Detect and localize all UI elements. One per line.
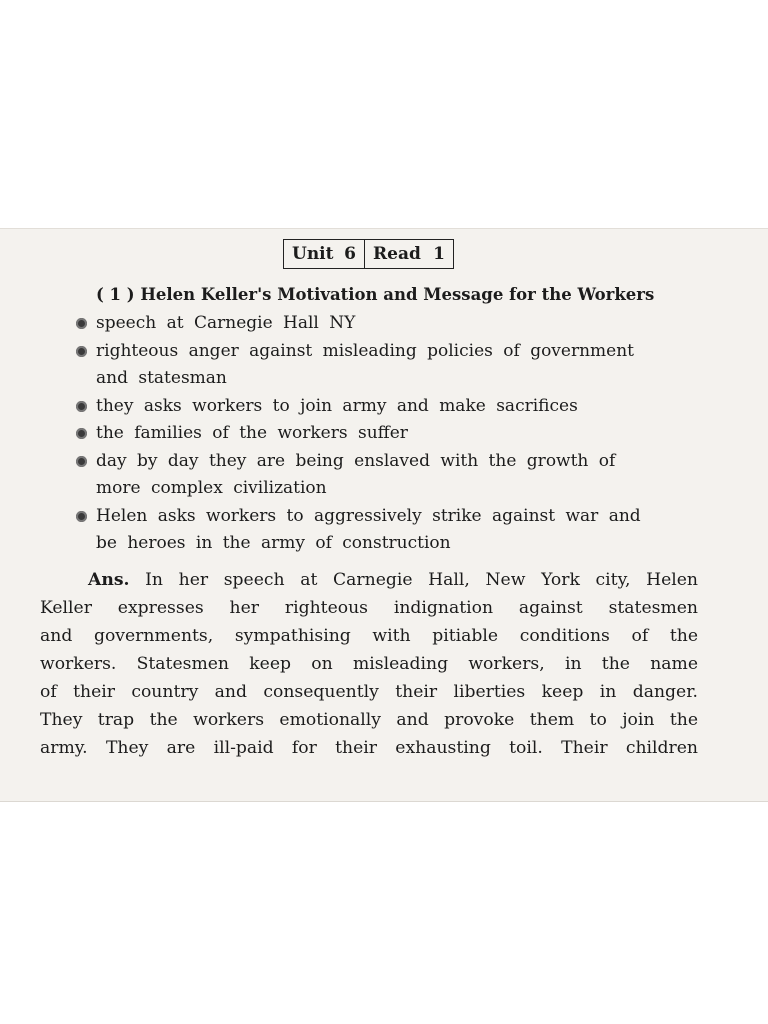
list-item-text: the families of the workers suffer [96, 423, 408, 443]
answer-line: They trap the workers emotionally and provoke them to join the [40, 710, 698, 730]
bullet-icon [76, 346, 87, 357]
answer-line: Keller expresses her righteous indignation against statesmen [40, 598, 698, 618]
answer-line: of their country and consequently their liberties keep in danger. [40, 682, 698, 702]
list-item-text-continued: be heroes in the army of construction [96, 533, 451, 553]
answer-label: Ans. [88, 570, 130, 590]
list-item [76, 393, 706, 421]
unit-number: 6 [344, 244, 356, 264]
answer-line: workers. Statesmen keep on misleading workers, in the name [40, 654, 698, 674]
unit-cell [284, 240, 365, 268]
list-item [76, 503, 706, 558]
unit-label: Unit [292, 244, 334, 264]
list-item-text-continued: more complex civilization [96, 478, 327, 498]
list-item [76, 310, 706, 338]
bullet-icon [76, 401, 87, 412]
list-item-text: speech at Carnegie Hall NY [96, 313, 356, 333]
list-item-text-continued: and statesman [96, 368, 227, 388]
list-item-text: day by day they are being enslaved with the growth of [96, 450, 616, 471]
read-cell [365, 240, 453, 268]
bullet-icon [76, 456, 87, 467]
list-item [76, 448, 706, 503]
read-label: Read [373, 244, 421, 264]
answer-line-text: In her speech at Carnegie Hall, New York city, Helen [145, 570, 698, 590]
list-item-text: righteous anger against misleading policies of government [96, 340, 635, 361]
bullet-icon [76, 511, 87, 522]
answer-paragraph [40, 566, 698, 762]
section-title: ( 1 ) Helen Keller's Motivation and Message for the Workers [96, 285, 655, 304]
list-item-text: they asks workers to join army and make sacrifices [96, 395, 578, 416]
answer-line [40, 566, 698, 594]
answer-line: and governments, sympathising with pitiable conditions of the [40, 626, 698, 646]
read-number: 1 [433, 244, 445, 264]
unit-read-header [283, 239, 454, 269]
list-item-text: Helen asks workers to aggressively strike against war and [96, 505, 641, 526]
answer-line: army. They are ill-paid for their exhausting toil. Their children [40, 738, 698, 758]
bullet-icon [76, 318, 87, 329]
list-item [76, 338, 706, 393]
bullet-icon [76, 428, 87, 439]
key-points-list [76, 310, 706, 558]
list-item [76, 420, 706, 448]
